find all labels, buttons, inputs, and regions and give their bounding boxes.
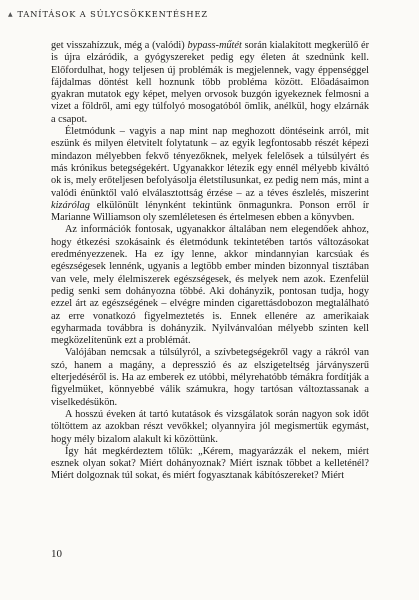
running-head: [8, 9, 208, 19]
body-text: [51, 40, 369, 483]
paragraph-5: A hosszú éveken át tartó kutatások és vizsgálatok során nagyon sok időt töltöttem az azokban részt vevőkkel; olyannyira jól megismertük egymást, hogy mély bizalom alakult ki közöttünk.: [51, 408, 369, 445]
italic-term: bypass-műtét: [187, 40, 242, 51]
paragraph-2: Életmódunk – vagyis a nap mint nap meghozott döntéseink arról, mit eszünk és milyen életvitelt folytatunk – az egyik legfontosabb részét képezi mindazon mélyebben fekvő tényezőknek, melyek felelősek a túlsúlyért és más krónikus betegségekért. Ugyanakkor létezik egy ennél mélyebb kiváltó ok is, mely erőteljesen befolyásolja életstílusunkat, ez pedig nem más, mint a valódi énünktől való elválasztottság érzése – az a téves észlelés, miszerint kizárólag elkülönült lénynként tekintünk önmagunkra. Ponson erről ír Marianne Williamson oly szemléletesen és értelmesen ebben a könyvben.: [51, 126, 369, 224]
paragraph-6: Így hát megkérdeztem tőlük: „Kérem, magyarázzák el nekem, miért esznek olyan sokat? Miért dohányoznak? Miért isznak többet a kelleténél? Miért dolgoznak túl sokat, és miért fogyasztanak kábítószereket? Miért: [51, 445, 369, 482]
paragraph-3: Az információk fontosak, ugyanakkor általában nem elegendőek ahhoz, hogy étkezési szokásaink és életmódunk tekintetében tartós változásokat eredményezzenek. Ha ez így lenne, akkor mindannyian karcsúak és egészségesek lennénk, ugyanis a legtöbb ember minden bizonnyal tisztában van vele, mely élelmiszerek egészségesek, és melyek nem azok. Ezenfelül pedig senki sem dohányozna többé. Aki dohányzik, pontosan tudja, hogy ezzel árt az egészségének – elvégre minden cigarettásdobozon megtalálható az erre vonatkozó figyelmeztetés is. Ennek ellenére az amerikaiak egyharmada továbbra is dohányzik. Nyilvánvalóan mélyebb szinten kell megközelítenünk ezt a problémát.: [51, 224, 369, 347]
italic-term: kizárólag: [51, 199, 90, 211]
paragraph-4: Valójában nemcsak a túlsúlyról, a szívbetegségekről vagy a rákról van szó, hanem a magány, a depresszió és az elszigeteltség járványszerű elterjedéséről is. Ha az emberek ez utóbbi, mélyrehatóbb témákra fordítják a figyelmüket, könnyebbé válik számukra, hogy tartósan változtassanak a viselkedésükön.: [51, 347, 369, 408]
running-title: TANÍTÁSOK A SÚLYCSÖKKENTÉSHEZ: [17, 9, 208, 19]
paragraph-1: get visszahízzuk, még a (valódi) bypass-műtét során kialakított megkerülő ér is újra elzáródik, a gyógyszereket pedig egy életen át szednünk kell. Előfordulhat, hogy teljesen új problémák is megjelennek, vagy éppenséggel fájdalmas döntést kell hoznunk több probléma között. Előadásaimon gyakran mutatok egy képet, melyen orvosok buzgón igyekeznek felmosni a vizet a földről, ami egy túlfolyó mosogatóból ömlik, anélkül, hogy elzárnák a csapot.: [51, 40, 369, 125]
ornament-icon: ▲: [8, 10, 14, 18]
page-number: 10: [51, 548, 62, 560]
